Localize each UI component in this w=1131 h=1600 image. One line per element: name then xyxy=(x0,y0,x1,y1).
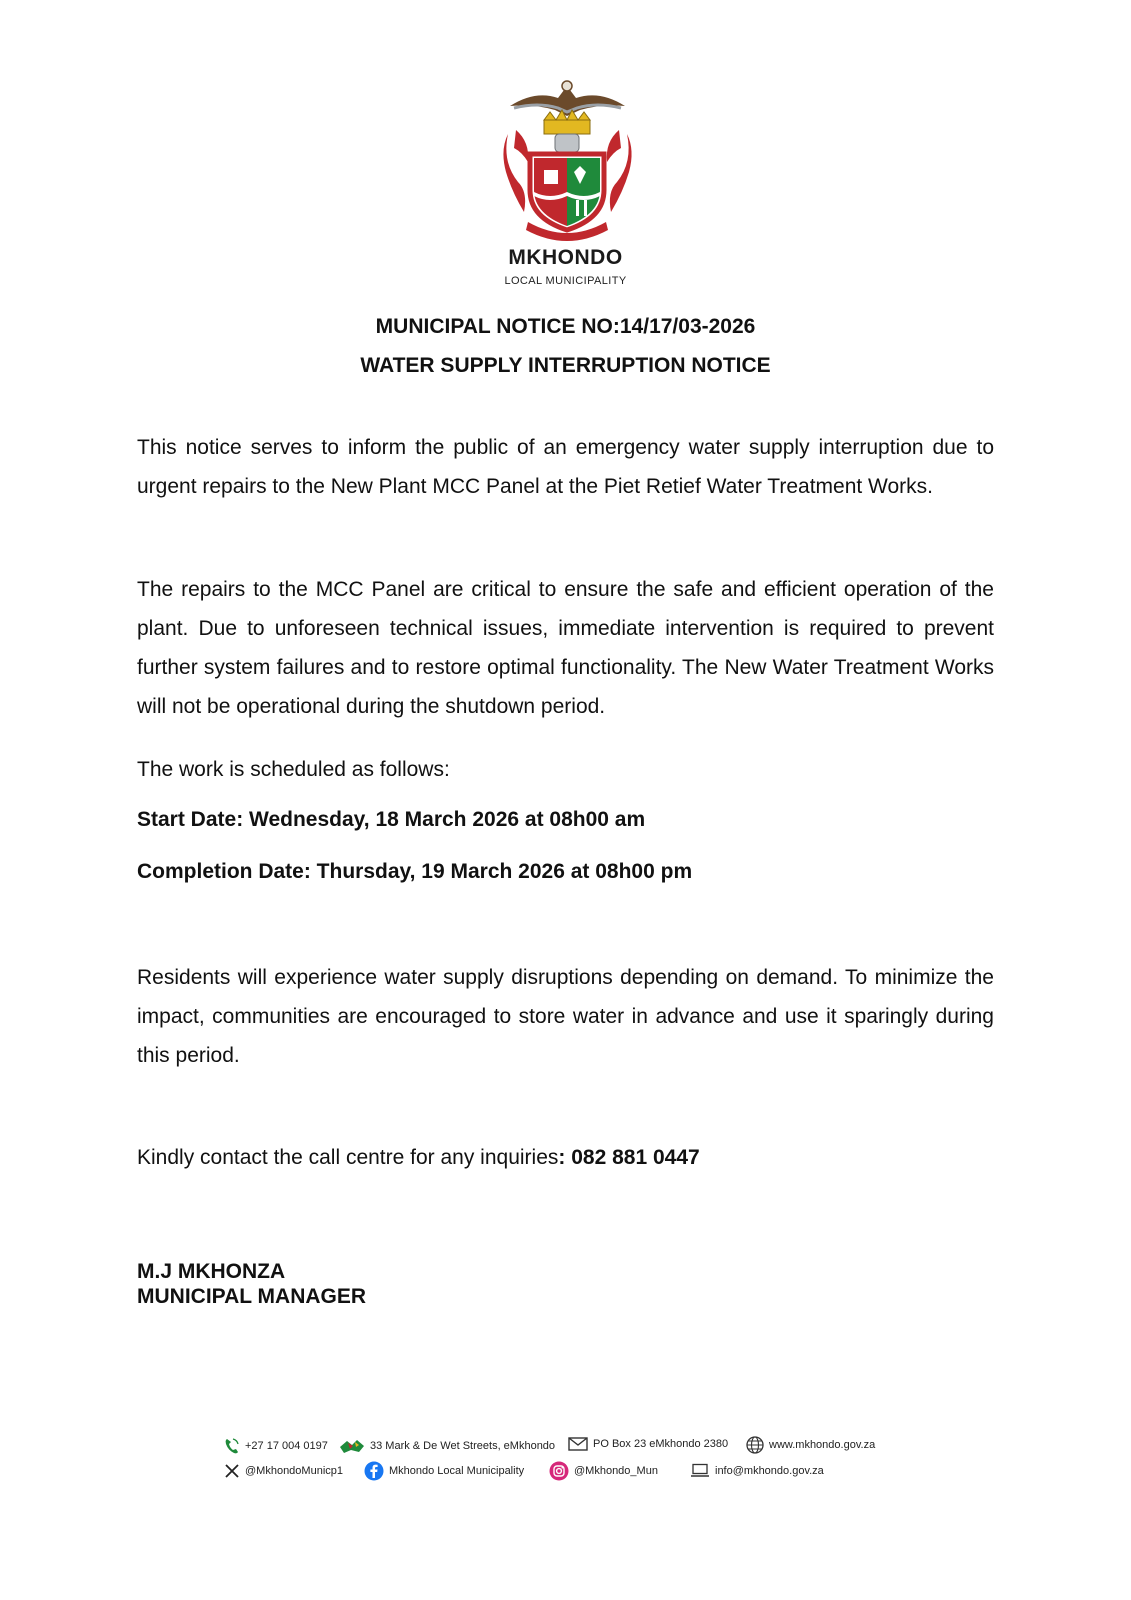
instagram-icon xyxy=(549,1461,569,1481)
phone-icon xyxy=(224,1437,240,1455)
laptop-icon xyxy=(690,1463,710,1479)
map-location-icon xyxy=(339,1437,365,1455)
completion-date: Completion Date: Thursday, 19 March 2026 at 08h00 pm xyxy=(137,860,693,883)
footer-facebook-text[interactable]: Mkhondo Local Municipality xyxy=(389,1465,525,1477)
footer-x-text[interactable]: @MkhondoMunicp1 xyxy=(245,1465,343,1477)
footer-address xyxy=(339,1437,555,1455)
residents-paragraph: Residents will experience water supply disruptions depending on demand. To minimize the impact, communities are encouraged to store water in advance and use it sparingly during this period. xyxy=(137,966,994,1067)
footer-po-box-text: PO Box 23 eMkhondo 2380 xyxy=(593,1438,729,1450)
footer-website[interactable] xyxy=(746,1436,875,1454)
municipal-crest-logo xyxy=(500,72,635,247)
org-name: MKHONDO xyxy=(508,246,623,269)
footer-phone-text: +27 17 004 0197 xyxy=(245,1440,328,1452)
footer-x[interactable] xyxy=(224,1463,343,1479)
org-subtitle: LOCAL MUNICIPALITY xyxy=(504,275,627,287)
footer-email-text[interactable]: info@mkhondo.gov.za xyxy=(715,1465,824,1477)
start-date: Start Date: Wednesday, 18 March 2026 at 08h00 am xyxy=(137,808,646,831)
details-paragraph: The repairs to the MCC Panel are critical to ensure the safe and efficient operation of the plant. Due to unforeseen technical issues, immediate intervention is required to prevent further system failures and to restore optimal functionality. The New Water Treatment Works will not be operational during the shutdown period. xyxy=(137,578,994,718)
notice-number: MUNICIPAL NOTICE NO:14/17/03-2026 xyxy=(375,315,756,338)
schedule-intro: The work is scheduled as follows: xyxy=(137,758,450,781)
contact-text: Kindly contact the call centre for any inquiries xyxy=(137,1146,559,1169)
contact-number: : 082 881 0447 xyxy=(558,1146,700,1169)
contact-line xyxy=(137,1138,994,1177)
footer-facebook[interactable] xyxy=(364,1461,524,1481)
footer-email[interactable] xyxy=(690,1463,824,1479)
footer-instagram[interactable] xyxy=(549,1461,658,1481)
footer-instagram-text[interactable]: @Mkhondo_Mun xyxy=(574,1465,658,1477)
footer-phone xyxy=(224,1437,328,1455)
signatory-title: MUNICIPAL MANAGER xyxy=(137,1285,367,1308)
x-twitter-icon xyxy=(224,1463,240,1479)
intro-paragraph: This notice serves to inform the public of an emergency water supply interruption due to urgent repairs to the New Plant MCC Panel at the Piet Retief Water Treatment Works. xyxy=(137,436,994,498)
envelope-icon xyxy=(568,1437,588,1451)
globe-icon xyxy=(746,1436,764,1454)
footer-address-text: 33 Mark & De Wet Streets, eMkhondo xyxy=(370,1440,556,1452)
signatory-name: M.J MKHONZA xyxy=(137,1260,286,1283)
footer-website-text[interactable]: www.mkhondo.gov.za xyxy=(769,1439,876,1451)
notice-title: WATER SUPPLY INTERRUPTION NOTICE xyxy=(360,354,771,377)
facebook-icon xyxy=(364,1461,384,1481)
footer-po-box xyxy=(568,1437,728,1451)
